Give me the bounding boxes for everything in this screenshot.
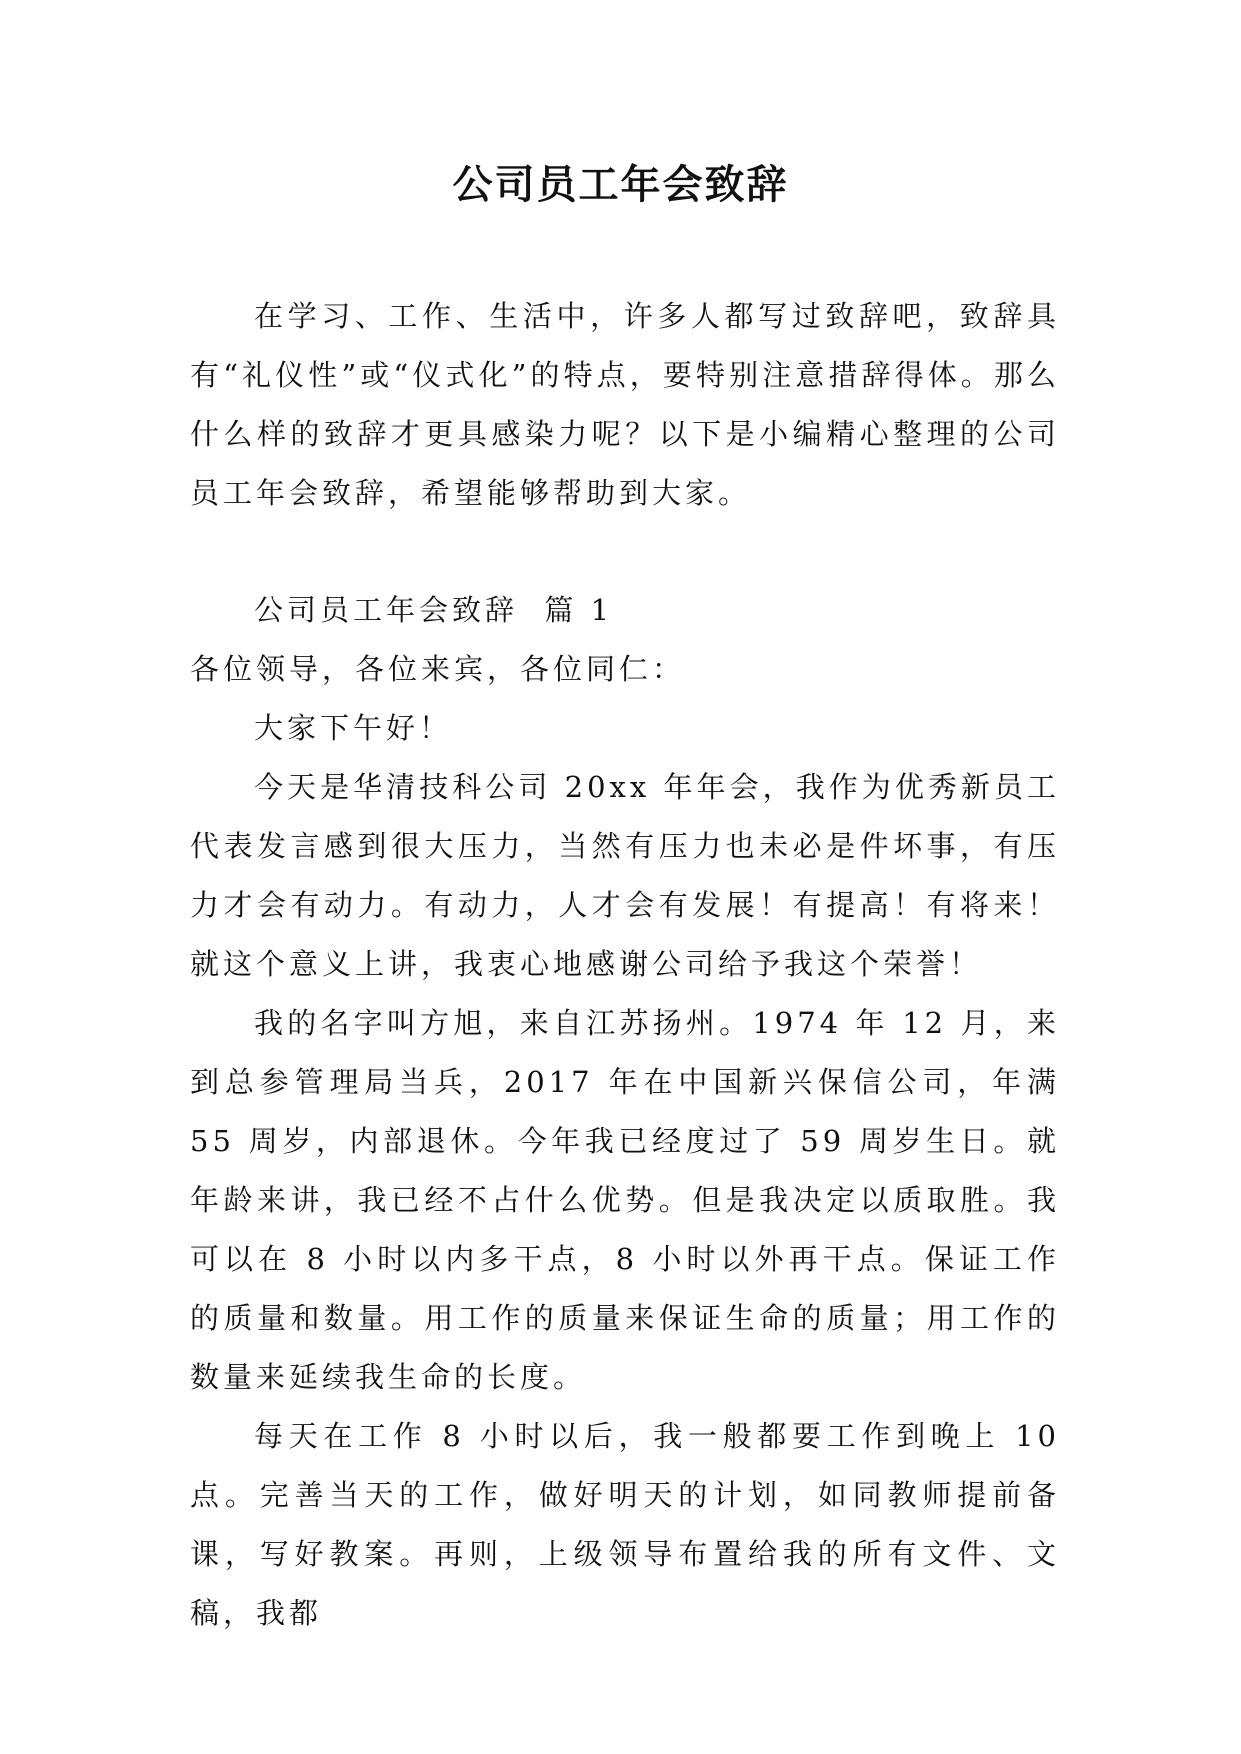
body-paragraph-3: 每天在工作 8 小时以后，我一般都要工作到晚上 10 点。完善当天的工作，做好明天的计划，如同教师提前备课，写好教案。再则，上级领导布置给我的所有文件、文稿，我都: [190, 1419, 1060, 1630]
intro-block: [190, 287, 1060, 523]
intro-paragraph: 在学习、工作、生活中，许多人都写过致辞吧，致辞具有“礼仪性”或“仪式化”的特点，要特别注意措辞得体。那么什么样的致辞才更具感染力呢？以下是小编精心整理的公司员工年会致辞，希望能够帮助到大家。: [190, 299, 1060, 510]
body-paragraph-2: 我的名字叫方旭，来自江苏扬州。1974 年 12 月，来到总参管理局当兵，2017 年在中国新兴保信公司，年满 55 周岁，内部退休。今年我已经度过了 59 周岁生日。就年龄来讲，我已经不占什么优势。但是我决定以质取胜。我可以在 8 小时以内多干点，8 小时以外再干点。保证工作的质量和数量。用工作的质量来保证生命的质量；用工作的数量来延续我生命的长度。: [190, 1006, 1060, 1394]
body-paragraph-1: 今天是华清技科公司 20xx 年年会，我作为优秀新员工代表发言感到很大压力，当然有压力也未必是件坏事，有压力才会有动力。有动力，人才会有发展！有提高！有将来！就这个意义上讲，我衷心地感谢公司给予我这个荣誉！: [190, 770, 1060, 981]
section-heading: 公司员工年会致辞 篇 1: [254, 593, 614, 627]
speech-body: [190, 581, 1060, 1643]
salutation: 各位领导，各位来宾，各位同仁：: [190, 652, 686, 686]
greeting: 大家下午好！: [254, 711, 453, 745]
page-title: 公司员工年会致辞: [452, 162, 789, 208]
